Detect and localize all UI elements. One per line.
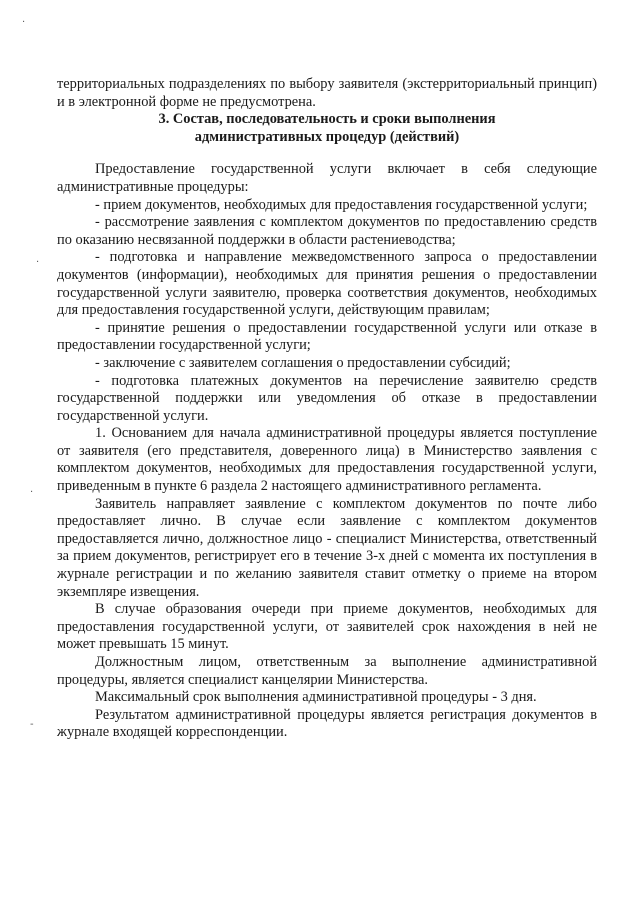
list-item: - подготовка платежных документов на перечисление заявителю средств государственной поддержки или уведомления об отказе в предоставлении государственной услуги. xyxy=(57,372,597,424)
list-item: - прием документов, необходимых для предоставления государственной услуги; xyxy=(95,196,588,213)
scan-mark: · xyxy=(22,17,26,28)
intro-paragraph: территориальных подразделениях по выбору заявителя (экстерриториальный принцип) и в электронной форме не предусмотрена. xyxy=(57,76,597,110)
list-item: - заключение с заявителем соглашения о предоставлении субсидий; xyxy=(95,354,511,371)
section-heading xyxy=(57,111,597,146)
paragraph: Заявитель направляет заявление с комплектом документов по почте либо предоставляет лично. В случае если заявление с комплектом документов предоставляется лично, должностное лицо - специалист Министерства, ответственный за прием документов, регистрирует его в течение 3-х дней с момента их поступления в журнале регистрации и по желанию заявителя ставит отметку о приеме на втором экземпляре извещения. xyxy=(57,495,597,600)
list-item: - рассмотрение заявления с комплектом документов по предоставлению средств по оказанию несвязанной поддержки в области растениеводства; xyxy=(57,214,597,248)
section-heading-line-2: административных процедур (действий) xyxy=(194,128,460,145)
scan-mark: · xyxy=(36,257,40,268)
paragraph: В случае образования очереди при приеме документов, необходимых для предоставления государственной услуги, от заявителей срок нахождения в ней не может превышать 15 минут. xyxy=(57,601,597,653)
paragraph: 1. Основанием для начала административной процедуры является поступление от заявителя (его представителя, доверенного лица) в Министерство заявления с комплектом документов, необходимых для предоставления государственной услуги, приведенным в пункте 6 раздела 2 настоящего административного регламента. xyxy=(57,425,597,495)
section-heading-line-1: 3. Состав, последовательность и сроки выполнения xyxy=(158,111,496,128)
paragraph: Должностным лицом, ответственным за выполнение административной процедуры, является специалист канцелярии Министерства. xyxy=(57,654,597,688)
paragraph: Предоставление государственной услуги включает в себя следующие административные процедуры: xyxy=(57,161,597,195)
list-item: - принятие решения о предоставлении государственной услуги или отказе в предоставлении государственной услуги; xyxy=(57,319,597,354)
list-item: - подготовка и направление межведомственного запроса о предоставлении документов (информации), необходимых для принятия решения о предоставлении государственной услуги заявителю, проверка соответствия документов, необходимых для предоставления государственной услуги, действующим правилам; xyxy=(57,249,597,319)
document-page xyxy=(57,76,597,742)
scan-mark: · xyxy=(30,487,34,498)
paragraph: Максимальный срок выполнения административной процедуры - 3 дня. xyxy=(95,689,537,706)
paragraph: Результатом административной процедуры является регистрация документов в журнале входящей корреспонденции. xyxy=(57,706,597,741)
scan-mark: - xyxy=(30,719,34,730)
